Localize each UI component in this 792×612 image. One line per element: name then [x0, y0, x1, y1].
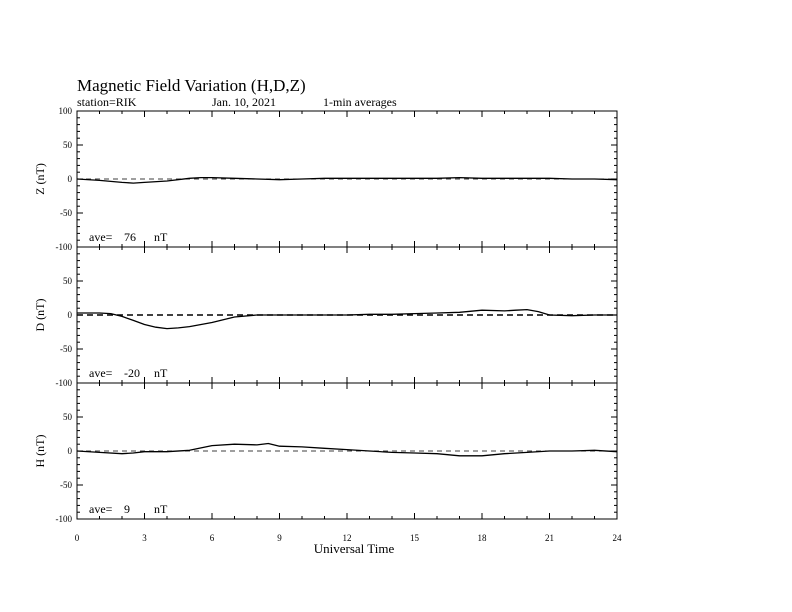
x-tick-label: 9 — [277, 533, 282, 543]
x-tick-label: 12 — [342, 533, 352, 543]
chart-title: Magnetic Field Variation (H,D,Z) — [77, 76, 306, 95]
x-tick-label: 18 — [477, 533, 487, 543]
ave-unit: nT — [154, 502, 168, 516]
y-tick-label: 50 — [63, 412, 72, 422]
y-tick-label: 0 — [67, 446, 72, 456]
y-tick-label: -100 — [55, 514, 72, 524]
y-axis-label: D (nT) — [33, 298, 47, 332]
ave-unit: nT — [154, 230, 168, 244]
series-line-h — [77, 444, 617, 456]
averaging-label: 1-min averages — [323, 95, 397, 109]
x-tick-label: 3 — [142, 533, 147, 543]
ave-unit: nT — [154, 366, 168, 380]
x-axis-label: Universal Time — [313, 541, 395, 556]
panel-z — [33, 106, 617, 252]
date-label: Jan. 10, 2021 — [212, 95, 276, 109]
station-label: station=RIK — [77, 95, 137, 109]
y-axis-label: H (nT) — [33, 434, 47, 468]
y-axis-label: Z (nT) — [33, 163, 47, 195]
ave-value: -20 — [124, 366, 140, 380]
series-line-z — [77, 178, 617, 184]
y-tick-label: -100 — [55, 242, 72, 252]
ave-label: ave= — [89, 230, 113, 244]
y-tick-label: 50 — [63, 140, 72, 150]
ave-value: 76 — [124, 230, 136, 244]
x-tick-label: 0 — [74, 533, 80, 543]
ave-value: 9 — [124, 502, 130, 516]
ave-label: ave= — [89, 366, 113, 380]
panels-layer — [33, 106, 622, 543]
x-tick-label: 15 — [410, 533, 419, 543]
ave-label: ave= — [89, 502, 113, 516]
y-tick-label: 0 — [67, 310, 72, 320]
y-tick-label: -100 — [55, 378, 72, 388]
x-tick-label: 6 — [209, 533, 215, 543]
panel-h — [33, 383, 617, 524]
panel-d — [33, 247, 617, 388]
y-tick-label: 50 — [63, 276, 72, 286]
y-tick-label: -50 — [60, 480, 72, 490]
series-line-d — [77, 310, 617, 329]
y-tick-label: 0 — [67, 174, 72, 184]
x-tick-label: 24 — [612, 533, 622, 543]
x-tick-label: 21 — [545, 533, 554, 543]
y-tick-label: 100 — [58, 106, 72, 116]
y-tick-label: -50 — [60, 208, 72, 218]
y-tick-label: -50 — [60, 344, 72, 354]
